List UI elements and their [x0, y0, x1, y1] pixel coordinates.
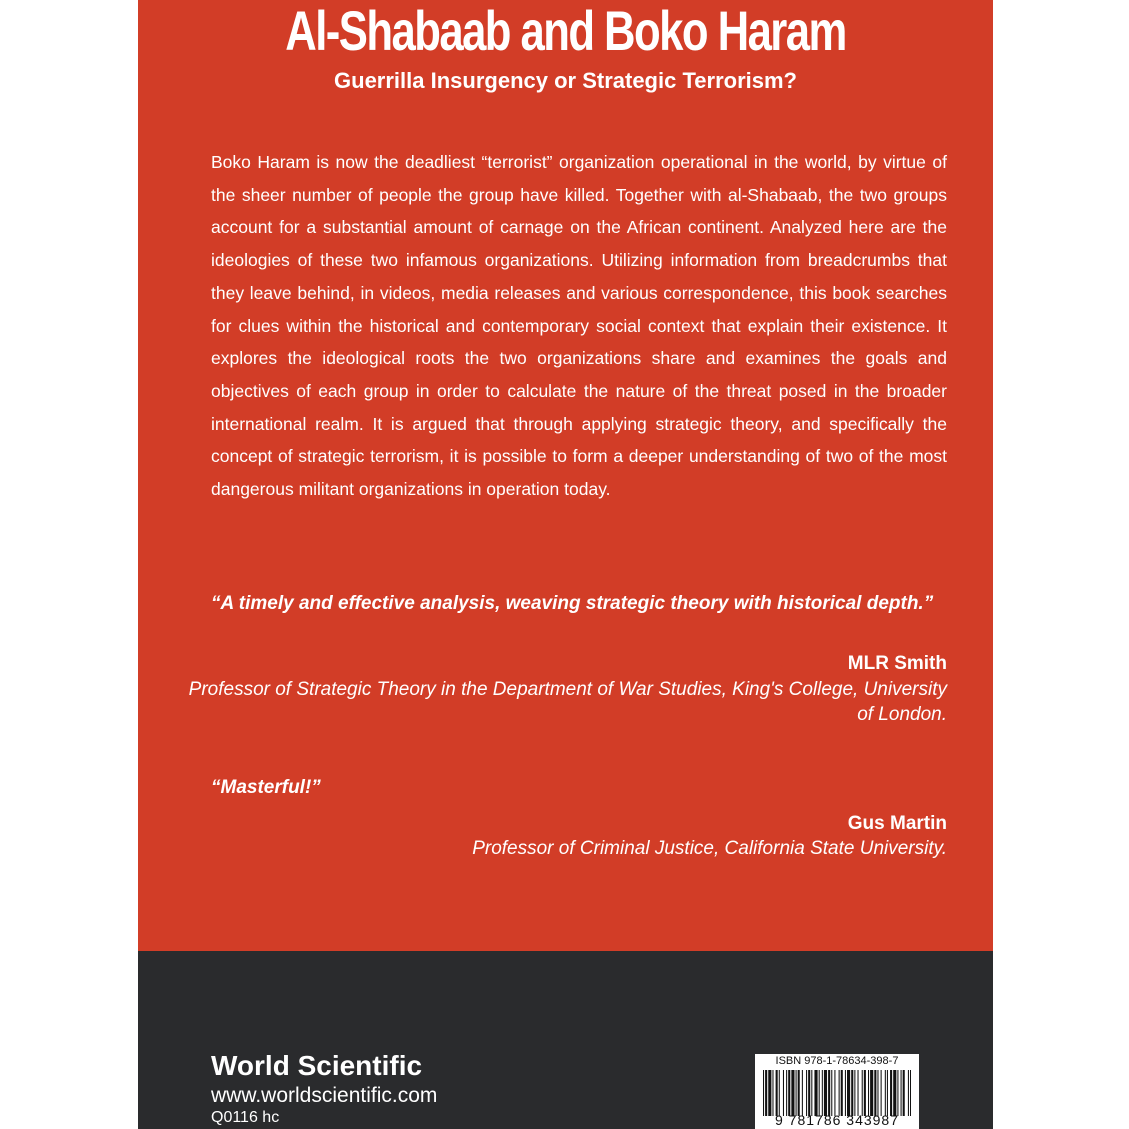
endorser-role: Professor of Criminal Justice, California State University. [472, 838, 947, 859]
barcode-bar [808, 1070, 810, 1116]
publisher-website: www.worldscientific.com [211, 1084, 438, 1107]
book-subtitle: Guerrilla Insurgency or Strategic Terrorism? [334, 68, 797, 93]
barcode-bar [881, 1070, 882, 1116]
barcode-bar [798, 1070, 800, 1116]
barcode-bar [885, 1070, 886, 1116]
barcode-bar [788, 1070, 790, 1116]
barcode-bar [802, 1070, 803, 1116]
barcode-bar [768, 1070, 771, 1116]
barcode-bar [779, 1070, 780, 1116]
barcode-bar [897, 1070, 898, 1116]
barcode-bar [901, 1070, 902, 1116]
barcode-bar [864, 1070, 866, 1116]
isbn-text: ISBN 978-1-78634-398-7 [775, 1055, 899, 1067]
barcode-bar [822, 1070, 823, 1116]
barcode-bar [908, 1070, 909, 1116]
endorser-name: Gus Martin [847, 813, 947, 834]
barcode-label [755, 1054, 919, 1129]
barcode-bar [824, 1070, 827, 1116]
barcode-bar [791, 1070, 794, 1116]
barcode-bar [910, 1070, 911, 1116]
book-description: Boko Haram is now the deadliest “terrorist” organization operational in the world, by virtue of the sheer number of people the group have killed. Together with al-Shabaab, the two groups account for a substantial amount of carnage on the African continent. Analyzed here are the ideologies of these two infamous organizations. Utilizing information from breadcrumbs that they leave behind, in videos, media releases and various correspondence, this book searches for clues within the historical and contemporary social context that explain their existence. It explores the ideological roots the two organizations share and examines the goals and objectives of each group in order to calculate the nature of the threat posed in the broader international realm. It is argued that through applying strategic theory, and specifically the concept of strategic terrorism, it is possible to form a deeper understanding of two of the most dangerous militant organizations in operation today. [211, 152, 947, 500]
endorser-name: MLR Smith [847, 653, 947, 674]
barcode-bar [786, 1070, 787, 1116]
barcode-bar [839, 1070, 840, 1116]
endorser-role: Professor of Strategic Theory in the Department of War Studies, King's College, University of London. [188, 679, 947, 725]
barcode-bar [893, 1070, 896, 1116]
barcode-bar [870, 1070, 873, 1116]
barcode-digits: 9 781786 343987 [775, 1112, 899, 1128]
barcode-bar [834, 1070, 835, 1116]
barcode-bar [763, 1070, 764, 1116]
barcode-bar [806, 1070, 807, 1116]
product-code: Q0116 hc [211, 1109, 280, 1126]
publisher-name: World Scientific [211, 1050, 423, 1081]
barcode-bar [903, 1070, 905, 1116]
barcode-bar [874, 1070, 876, 1116]
barcode-bar [831, 1070, 832, 1116]
barcode-bar [841, 1070, 843, 1116]
barcode-bar [877, 1070, 878, 1116]
barcode-bar [862, 1070, 863, 1116]
book-back-cover [138, 0, 993, 1129]
barcode-bar [765, 1070, 767, 1116]
barcode-bar [796, 1070, 797, 1116]
barcode-bar [811, 1070, 812, 1116]
barcode-bar [890, 1070, 892, 1116]
barcode-bar [828, 1070, 830, 1116]
barcode-bar [776, 1070, 778, 1116]
barcode-bar [851, 1070, 853, 1116]
endorsement-quote: “A timely and effective analysis, weaving strategic theory with historical depth.” [211, 593, 934, 614]
barcode-bar [854, 1070, 855, 1116]
barcode-bar [814, 1070, 817, 1116]
barcode-bar [845, 1070, 846, 1116]
endorsement-quote: “Masterful!” [211, 777, 321, 798]
barcode-bar [868, 1070, 869, 1116]
barcode-bar [858, 1070, 859, 1116]
barcode-bar [847, 1070, 850, 1116]
barcode-bar [783, 1070, 784, 1116]
barcode-bar [819, 1070, 820, 1116]
barcode-icon [763, 1070, 911, 1116]
barcode-bar [772, 1070, 773, 1116]
book-title: Al-Shabaab and Boko Haram [285, 0, 846, 62]
barcode-bar [887, 1070, 888, 1116]
